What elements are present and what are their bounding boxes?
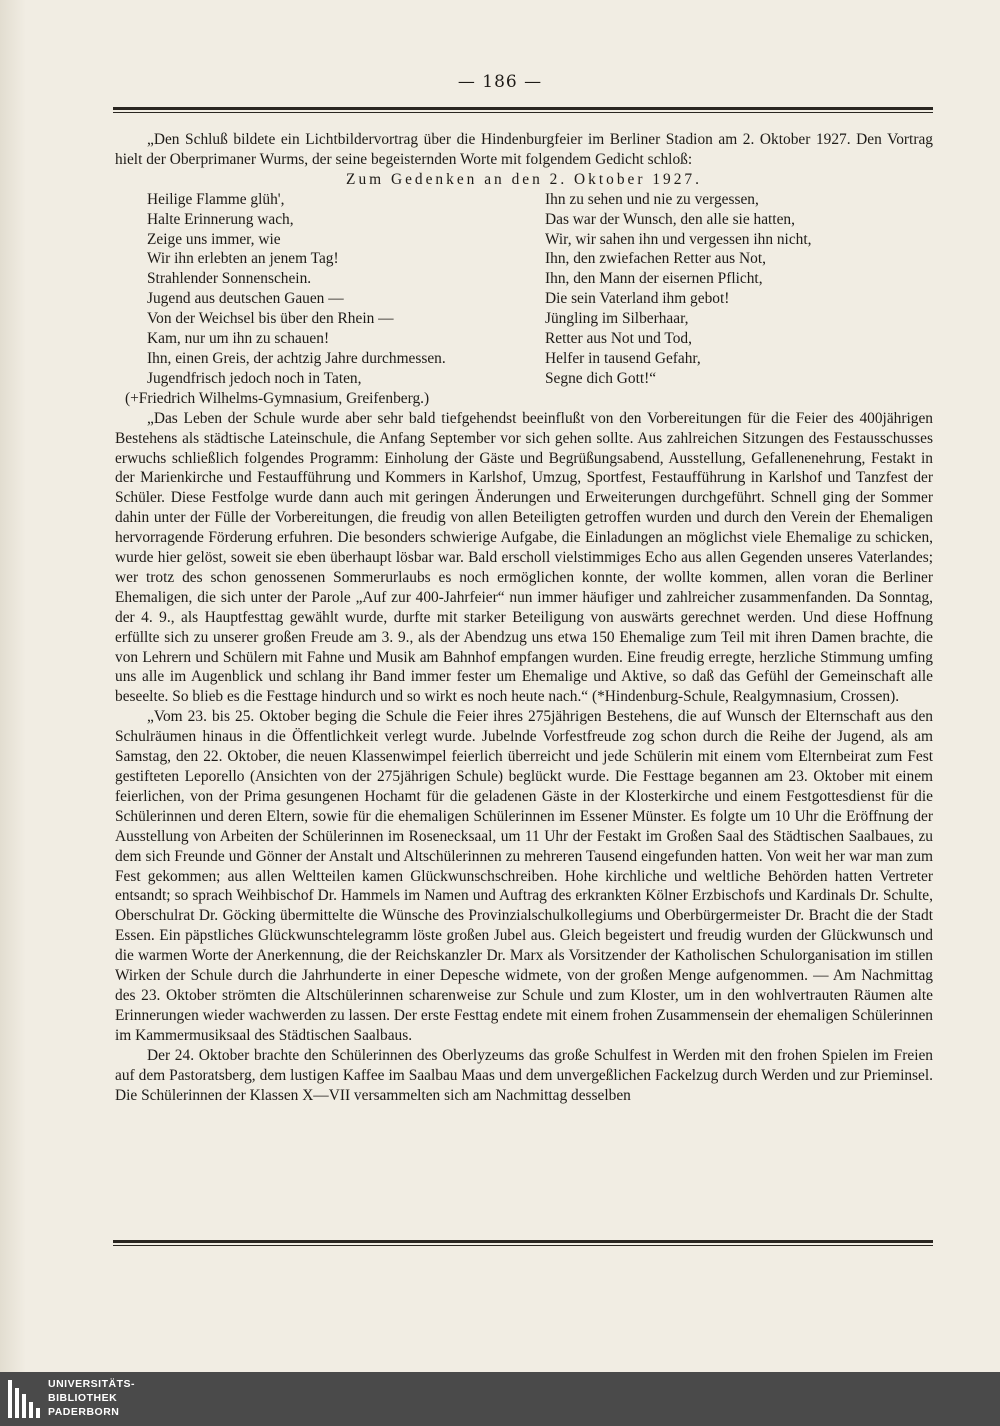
poem-line: Kam, nur um ihn zu schauen! bbox=[147, 330, 330, 348]
page-number: — 186 — bbox=[457, 72, 543, 92]
footer-rule-thick bbox=[113, 1240, 933, 1243]
poem-line: Ihn, den zwiefachen Retter aus Not, bbox=[545, 250, 766, 268]
paragraph-400-year-celebration: „Das Leben der Schule wurde aber sehr bald tiefgehendst beeinflußt von den Vorbereitungen für die Feier des 400jährigen Bestehens als städtische Lateinschule, die Anfang September vor sich gehen sollte. Aus zahlreichen Sitzungen des Festausschusses erwuchs schließlich folgendes Programm: Einholung der Gäste und Begrüßungsabend, Ausstellung, Gefallenenehrung, Festakt in der Marienkirche und Festaufführung und Kommers in Karlshof, Umzug, Sportfest, Festaufführung in Karlshof und Tanzfest der Schüler. Diese Festfolge wurde dann auch mit geringen Änderungen und Erweiterungen durchgeführt. Schnell ging der Sommer dahin unter der Fülle der Vorbereitungen, die freudig von allen Beteiligten getroffen wurden und durch den Verein der Ehemaligen hervorragende Förderung erfuhren. Die besonders schwierige Aufgabe, die Einladungen an möglichst viele Ehemalige zu schicken, wurde hier gelöst, soweit sie eben überhaupt lösbar war. Bald erscholl vielstimmiges Echo aus allen Gegenden unseres Vaterlandes; wer trotz des schon genossenen Sommerurlaubs es noch ermöglichen konnte, der wollte kommen, allen voran die Berliner Ehemaligen, die sich unter der Parole „Auf zur 400-Jahrfeier“ nun immer häufiger und zahlreicher zusammenfanden. Da Sonntag, der 4. 9., als Hauptfesttag gewählt wurde, durfte mit starker Beteiligung von auswärts gerechnet werden. Und diese Hoffnung erfüllte sich zu unserer großen Freude am 3. 9., als der Abendzug uns etwa 150 Ehemalige zum Teil mit ihren Damen brachte, die von Lehrern und Schülern mit Fahne und Musik am Bahnhof empfangen wurden. Eine freudig erregte, herzliche Stimmung umfing uns alle im Augenblick und schlang ihr Band immer fester um Ehemalige und Aktive, so daß das Gefühl der Gemeinschaft alle beseelte. So blieb es die Festtage hindurch und so wirkt es noch heute nach.“ (*Hindenburg-Schule, Realgymnasium, Crossen). bbox=[115, 409, 933, 706]
poem-line: Heilige Flamme glüh', bbox=[147, 190, 285, 208]
library-logo-line: PADERBORN bbox=[48, 1406, 120, 1418]
poem-line: Jüngling im Silberhaar, bbox=[545, 310, 689, 328]
poem-line: Helfer in tausend Gefahr, bbox=[545, 349, 701, 367]
poem-line: Jugend aus deutschen Gauen — bbox=[147, 290, 344, 308]
poem-line: Zeige uns immer, wie bbox=[147, 230, 281, 248]
poem-line: Wir, wir sahen ihn und vergessen ihn nicht, bbox=[545, 230, 812, 248]
body-text bbox=[115, 130, 933, 1105]
poem-line: Wir ihn erlebten an jenem Tag! bbox=[147, 250, 339, 268]
footer-rule-thin bbox=[113, 1245, 933, 1246]
poem-left-column bbox=[115, 190, 535, 389]
poem-line: Halte Erinnerung wach, bbox=[147, 210, 294, 228]
paragraph-275-year-celebration: „Vom 23. bis 25. Oktober beging die Schule die Feier ihres 275jährigen Bestehens, die auf Wunsch der Elternschaft aus den Schulräumen hinaus in die Öffentlichkeit verlegt wurde. Jubelnde Vorfestfreude zog schon durch die Reihe der Jugend, als am Samstag, den 22. Oktober, die neuen Klassenwimpel feierlich überreicht und jede Schülerin mit einem vom Elternbeirat zum Fest gestifteten Leporello (Ansichten von der 275jährigen Schule) beglückt wurde. Die Festtage begannen am 23. Oktober mit einem feierlichen, von der Prima gesungenen Hochamt für die geladenen Gäste in der Klosterkirche und einem Festgottesdienst für die Schülerinnen und deren Eltern, sowie für die ehemaligen Schülerinnen im Essener Münster. Es folgte um 10 Uhr die Eröffnung der Ausstellung von Arbeiten der Schülerinnen im Rosenecksaal, um 11 Uhr der Festakt im Großen Saal des Städtischen Saalbaues, zu dem sich Freunde und Gönner der Anstalt und Altschülerinnen zu mehreren Tausend eingefunden hatten. Von weit her war man zum Fest gekommen; aus allen Weltteilen kamen Glückwunschschreiben. Hohe kirchliche und weltliche Behörden hatten Vertreter entsandt; so sprach Weihbischof Dr. Hammels im Namen und Auftrag des erkrankten Kölner Erzbischofs und Kardinals Dr. Schulte, Oberschulrat Dr. Göcking übermittelte die Wünsche des Provinzialschulkollegiums und Oberbürgermeister Dr. Bracht die der Stadt Essen. Ein päpstliches Glückwunschtelegramm löste großen Jubel aus. Gleich begeistert und freudig wurden der Glückwunsch und die warmen Worte der Anerkennung, die der Reichskanzler Dr. Marx als Vorsitzender der Katholischen Schulorganisation im stillen Wirken der Schule durch die Jahrhunderte in einer Depesche widmete, von der großen Menge aufgenommen. — Am Nachmittag des 23. Oktober strömten die Altschülerinnen scharenweise zur Schule und zum Kloster, um in den wohlvertrauten Räumen alte Erinnerungen wieder wachwerden zu lassen. Der erste Festtag endete mit einem frohen Zusammensein der ehemaligen Schülerinnen im Kammermusiksaal des Städtischen Saalbaus. bbox=[115, 708, 933, 1044]
poem-line: Das war der Wunsch, den alle sie hatten, bbox=[545, 210, 795, 228]
poem-line: Jugendfrisch jedoch noch in Taten, bbox=[147, 369, 362, 387]
library-logo-line: BIBLIOTHEK bbox=[48, 1392, 118, 1404]
library-logo-icon bbox=[8, 1380, 40, 1418]
poem-line: Ihn, den Mann der eisernen Pflicht, bbox=[545, 270, 763, 288]
header-rule-thick bbox=[113, 107, 933, 110]
poem-attribution: (+Friedrich Wilhelms-Gymnasium, Greifenberg.) bbox=[125, 389, 430, 407]
poem-line: Strahlender Sonnenschein. bbox=[147, 270, 312, 288]
poem bbox=[115, 190, 933, 389]
poem-line: Die sein Vaterland ihm gebot! bbox=[545, 290, 730, 308]
poem-heading: Zum Gedenken an den 2. Oktober 1927. bbox=[346, 170, 702, 188]
library-logo-line: UNIVERSITÄTS- bbox=[48, 1378, 136, 1390]
library-footer-bar bbox=[0, 1372, 1000, 1426]
poem-line: Segne dich Gott!“ bbox=[545, 369, 657, 387]
page-gutter-shadow bbox=[0, 0, 26, 1372]
paragraph-school-festival: Der 24. Oktober brachte den Schülerinnen des Oberlyzeums das große Schulfest in Werden mit den frohen Spielen im Freien auf dem Pastoratsberg, dem lustigen Kaffee im Saalbau Maas und dem unvergeßlichen Fackelzug durch Werden und zur Prieminsel. Die Schülerinnen der Klassen X—VII versammelten sich am Nachmittag desselben bbox=[115, 1046, 933, 1104]
poem-line: Von der Weichsel bis über den Rhein — bbox=[147, 310, 394, 328]
poem-line: Ihn zu sehen und nie zu vergessen, bbox=[545, 190, 759, 208]
poem-right-column bbox=[535, 190, 933, 389]
paragraph-intro: „Den Schluß bildete ein Lichtbildervortrag über die Hindenburgfeier im Berliner Stadion am 2. Oktober 1927. Den Vortrag hielt der Oberprimaner Wurms, der seine begeisternden Worte mit folgendem Gedicht schloß: bbox=[115, 131, 933, 168]
poem-line: Retter aus Not und Tod, bbox=[545, 330, 692, 348]
library-logo-text bbox=[48, 1377, 135, 1419]
poem-line: Ihn, einen Greis, der achtzig Jahre durchmessen. bbox=[147, 349, 446, 367]
header-rule-thin bbox=[113, 112, 933, 113]
